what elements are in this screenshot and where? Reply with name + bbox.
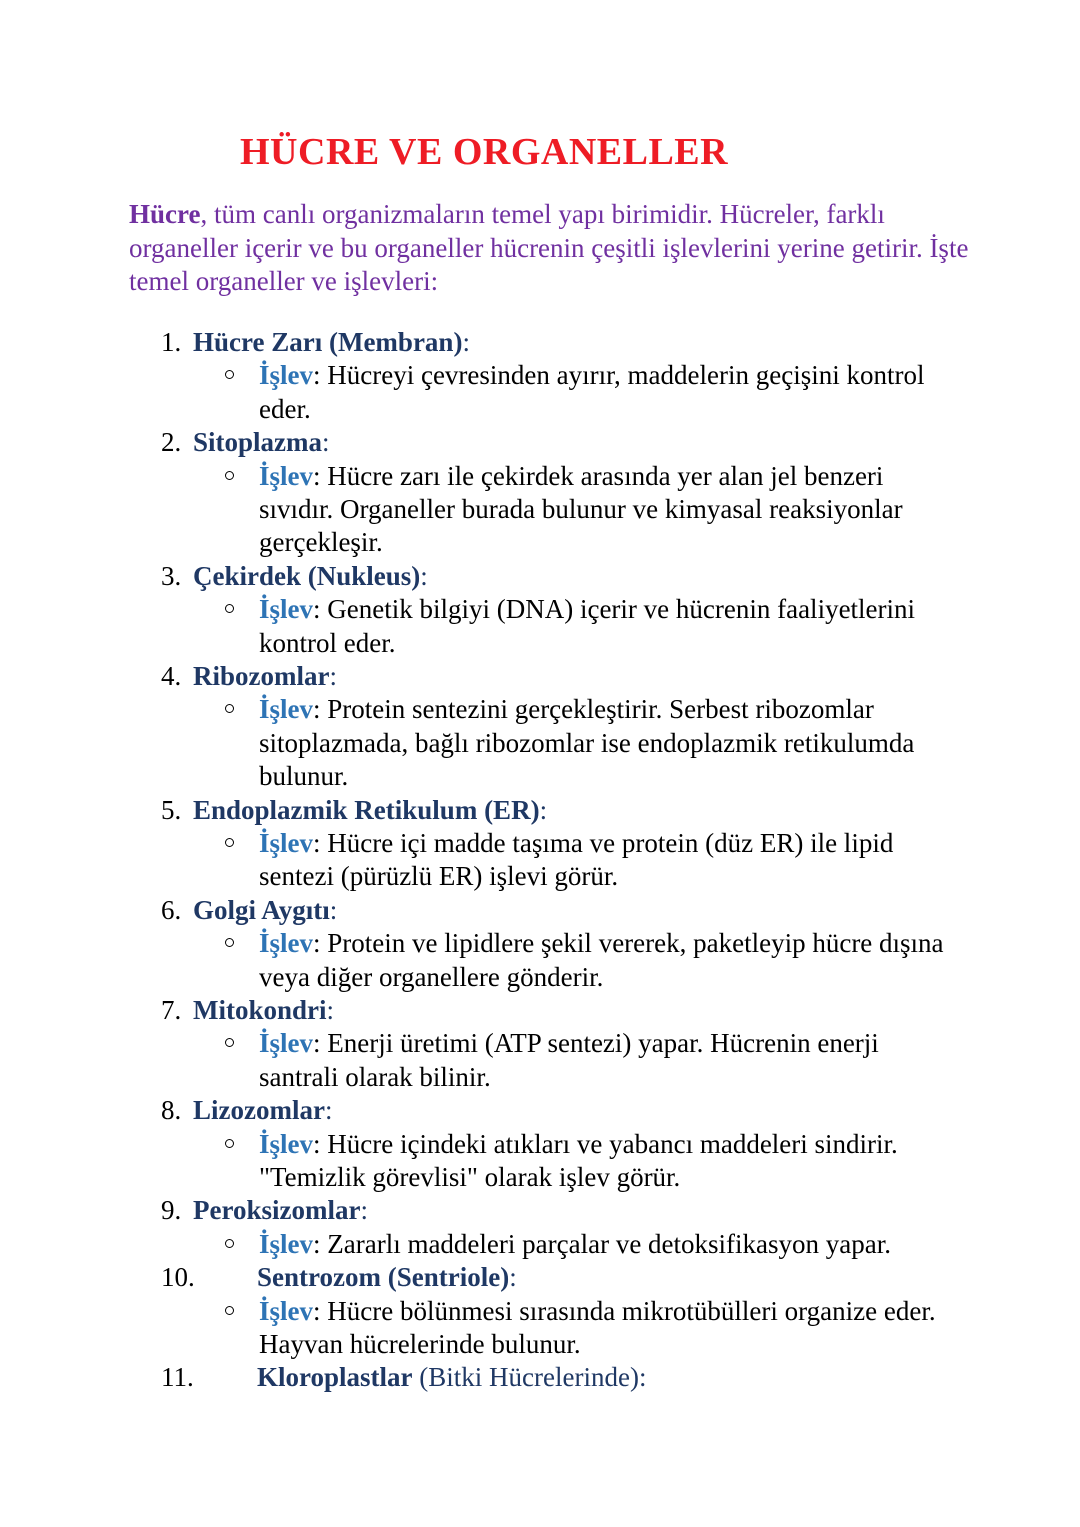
organelle-name: Lizozomlar: [193, 1095, 325, 1126]
function-label: İşlev: [259, 694, 313, 725]
function-description: : Genetik bilgiyi (DNA) içerir ve hücrenin faaliyetlerini kontrol eder.: [259, 594, 916, 658]
function-label: İşlev: [259, 1128, 313, 1159]
intro-paragraph: [129, 198, 969, 299]
organelle-name: Endoplazmik Retikulum (ER): [193, 794, 540, 825]
item-number: 9.: [161, 1195, 182, 1226]
organelle-item-8: 8. Lizozomlar: İşlev: Hücre içindeki atıkları ve yabancı maddeleri sindirir. "Temizlik görevlisi" olarak işlev görür.: [0, 1094, 1080, 1194]
item-number: 1.: [161, 327, 182, 357]
function-description: : Hücre bölünmesi sırasında mikrotübülleri organize eder. Hayvan hücrelerinde bulunur.: [259, 1295, 936, 1360]
function-description: : Hücre içindeki atıkları ve yabancı maddeleri sindirir. "Temizlik görevlisi" olarak işlev görür.: [259, 1128, 898, 1193]
circle-bullet-icon: [225, 604, 234, 613]
function-label: İşlev: [259, 1228, 313, 1259]
organelle-item-1: 1. Hücre Zarı (Membran): İşlev: Hücreyi çevresinden ayırır, maddelerin geçişini kontrol eder.: [0, 326, 1080, 426]
function-bullet: [0, 693, 959, 793]
function-label: İşlev: [259, 460, 313, 491]
function-label: İşlev: [259, 828, 313, 859]
intro-lead: Hücre: [129, 199, 201, 229]
item-number: 2.: [161, 427, 182, 458]
function-description: : Hücreyi çevresinden ayırır, maddelerin geçişini kontrol eder.: [259, 360, 925, 424]
function-bullet: [0, 460, 959, 560]
function-bullet: [0, 1295, 959, 1362]
organelle-name: Kloroplastlar: [257, 1362, 413, 1393]
item-number: 3.: [161, 560, 182, 591]
organelle-item-9: 9. Peroksizomlar: İşlev: Zararlı maddeleri parçalar ve detoksifikasyon yapar.: [0, 1194, 1080, 1261]
circle-bullet-icon: [225, 838, 234, 847]
circle-bullet-icon: [225, 704, 234, 713]
page-title: HÜCRE VE ORGANELLER: [240, 131, 729, 173]
function-bullet: [0, 827, 959, 894]
organelle-name: Ribozomlar: [193, 661, 330, 692]
circle-bullet-icon: [225, 471, 234, 480]
organelle-name: Sitoplazma: [193, 427, 323, 458]
circle-bullet-icon: [225, 1239, 234, 1248]
item-number: 8.: [161, 1095, 182, 1126]
organelle-item-10: 10. Sentrozom (Sentriole): İşlev: Hücre bölünmesi sırasında mikrotübülleri organize eder. Hayvan hücrelerinde bulunur.: [0, 1261, 1080, 1361]
organelle-item-3: 3. Çekirdek (Nukleus): İşlev: Genetik bilgiyi (DNA) içerir ve hücrenin faaliyetlerini kontrol eder.: [0, 560, 1080, 660]
circle-bullet-icon: [225, 370, 234, 379]
function-bullet: [0, 1027, 959, 1094]
organelle-name: Çekirdek (Nukleus): [193, 560, 421, 591]
function-description: : Protein ve lipidlere şekil vererek, paketleyip hücre dışına veya diğer organellere gönderir.: [259, 928, 944, 992]
function-bullet: [0, 359, 959, 426]
function-description: : Enerji üretimi (ATP sentezi) yapar. Hücrenin enerji santrali olarak bilinir.: [259, 1028, 879, 1092]
item-number: 5.: [161, 794, 182, 825]
item-number: 7.: [161, 995, 182, 1026]
function-bullet: [0, 1228, 979, 1261]
organelle-item-7: 7. Mitokondri: İşlev: Enerji üretimi (ATP sentezi) yapar. Hücrenin enerji santrali olarak bilinir.: [0, 994, 1080, 1094]
organelle-item-5: 5. Endoplazmik Retikulum (ER): İşlev: Hücre içi madde taşıma ve protein (düz ER) ile lipid sentezi (pürüzlü ER) işlevi görür.: [0, 794, 1080, 894]
organelle-item-2: 2. Sitoplazma: İşlev: Hücre zarı ile çekirdek arasında yer alan jel benzeri sıvıdır. Organeller burada bulunur ve kimyasal reaksiyonlar gerçekleşir.: [0, 426, 1080, 560]
item-number: 10.: [161, 1262, 195, 1293]
organelle-name: Mitokondri: [193, 995, 327, 1026]
circle-bullet-icon: [225, 1139, 234, 1148]
circle-bullet-icon: [225, 1306, 234, 1315]
function-label: İşlev: [259, 928, 313, 959]
organelle-name: Peroksizomlar: [193, 1195, 361, 1226]
circle-bullet-icon: [225, 938, 234, 947]
organelle-note: (Bitki Hücrelerinde): [412, 1362, 639, 1393]
organelle-item-4: 4. Ribozomlar: İşlev: Protein sentezini gerçekleştirir. Serbest ribozomlar sitoplazmada, bağlı ribozomlar ise endoplazmik retikulumda bulunur.: [0, 660, 1080, 794]
circle-bullet-icon: [225, 1038, 234, 1047]
organelle-name: Sentrozom (Sentriole): [257, 1262, 510, 1293]
function-label: İşlev: [259, 1295, 313, 1326]
function-description: : Zararlı maddeleri parçalar ve detoksifikasyon yapar.: [313, 1228, 891, 1259]
item-number: 11.: [161, 1362, 194, 1393]
function-bullet: [0, 927, 959, 994]
organelle-name: Golgi Aygıtı: [193, 894, 330, 925]
function-label: İşlev: [259, 594, 313, 625]
item-number: 4.: [161, 661, 182, 692]
function-label: İşlev: [259, 1028, 313, 1059]
function-bullet: [0, 593, 959, 660]
item-number: 6.: [161, 894, 182, 925]
organelle-item-6: 6. Golgi Aygıtı: İşlev: Protein ve lipidlere şekil vererek, paketleyip hücre dışına veya diğer organellere gönderir.: [0, 894, 1080, 994]
organelle-name: Hücre Zarı (Membran): [193, 327, 463, 357]
function-description: : Hücre zarı ile çekirdek arasında yer alan jel benzeri sıvıdır. Organeller burada bulunur ve kimyasal reaksiyonlar gerçekleşir.: [259, 460, 903, 558]
function-description: : Hücre içi madde taşıma ve protein (düz ER) ile lipid sentezi (pürüzlü ER) işlevi görür.: [259, 828, 894, 892]
organelle-item-11: 11. Kloroplastlar (Bitki Hücrelerinde):: [0, 1361, 1080, 1394]
function-bullet: [0, 1128, 959, 1195]
function-description: : Protein sentezini gerçekleştirir. Serbest ribozomlar sitoplazmada, bağlı ribozomlar ise endoplazmik retikulumda bulunur.: [259, 694, 915, 792]
intro-text: , tüm canlı organizmaların temel yapı birimidir. Hücreler, farklı organeller içerir ve bu organeller hücrenin çeşitli işlevlerini yerine getirir. İşte temel organeller ve işlevleri:: [129, 199, 969, 296]
function-label: İşlev: [259, 360, 313, 391]
organelle-list: [0, 326, 1080, 1395]
